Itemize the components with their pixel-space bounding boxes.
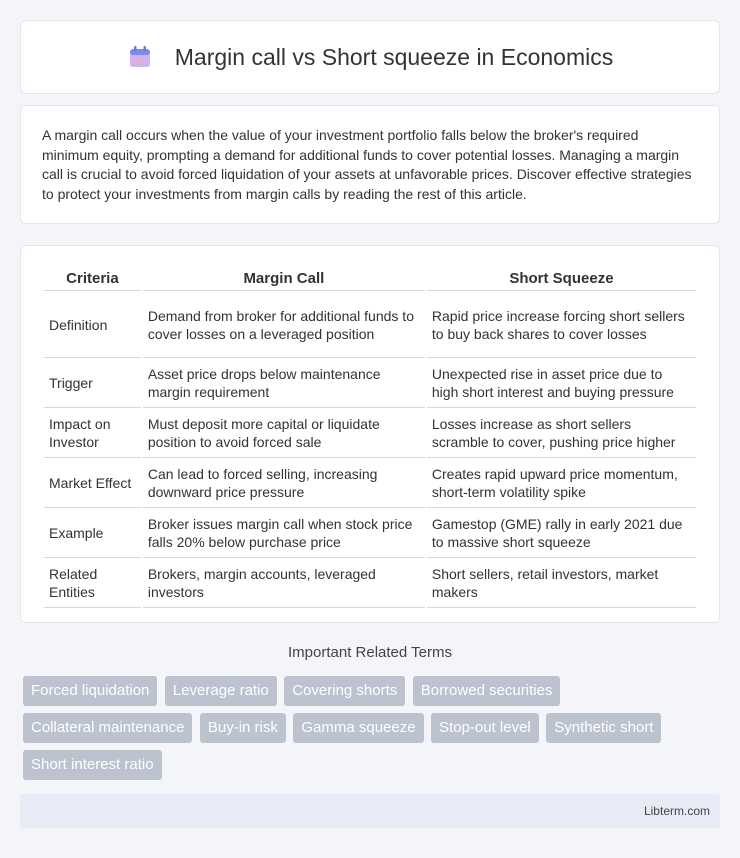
table-header-row [44, 266, 696, 291]
related-terms-list [23, 676, 723, 787]
cell-margin-call: Must deposit more capital or liquidate position to avoid forced sale [143, 408, 425, 458]
cell-margin-call: Demand from broker for additional funds to cover losses on a leveraged position [143, 291, 425, 358]
cell-short-squeeze: Creates rapid upward price momentum, short-term volatility spike [427, 458, 696, 508]
header-short-squeeze: Short Squeeze [427, 266, 696, 291]
page-title: Margin call vs Short squeeze in Economics [174, 43, 614, 70]
comparison-table [42, 266, 698, 608]
title-card [20, 20, 720, 94]
tag-synthetic-short[interactable]: Synthetic short [546, 713, 661, 743]
table-row [44, 358, 696, 408]
cell-margin-call: Asset price drops below maintenance margin requirement [143, 358, 425, 408]
table-row [44, 508, 696, 558]
tag-covering-shorts[interactable]: Covering shorts [284, 676, 405, 706]
tag-buy-in-risk[interactable]: Buy-in risk [200, 713, 286, 743]
comparison-card [20, 245, 720, 623]
cell-margin-call: Broker issues margin call when stock price falls 20% below purchase price [143, 508, 425, 558]
tag-borrowed-securities[interactable]: Borrowed securities [413, 676, 561, 706]
table-row [44, 408, 696, 458]
tag-leverage-ratio[interactable]: Leverage ratio [165, 676, 277, 706]
cell-criteria: Example [44, 508, 141, 558]
footer-link[interactable]: Libterm.com [643, 804, 710, 818]
tag-short-interest-ratio[interactable]: Short interest ratio [23, 750, 162, 780]
calendar-icon [127, 44, 153, 70]
cell-short-squeeze: Unexpected rise in asset price due to high short interest and buying pressure [427, 358, 696, 408]
table-row [44, 291, 696, 358]
footer [20, 794, 720, 828]
cell-short-squeeze: Gamestop (GME) rally in early 2021 due to massive short squeeze [427, 508, 696, 558]
cell-criteria: Impact on Investor [44, 408, 141, 458]
header-margin-call: Margin Call [143, 266, 425, 291]
cell-criteria: Trigger [44, 358, 141, 408]
tag-gamma-squeeze[interactable]: Gamma squeeze [293, 713, 423, 743]
cell-short-squeeze: Losses increase as short sellers scramble to cover, pushing price higher [427, 408, 696, 458]
cell-short-squeeze: Rapid price increase forcing short sellers to buy back shares to cover losses [427, 291, 696, 358]
cell-criteria: Market Effect [44, 458, 141, 508]
cell-margin-call: Brokers, margin accounts, leveraged investors [143, 558, 425, 608]
intro-text: A margin call occurs when the value of your investment portfolio falls below the broker's required minimum equity, prompting a demand for additional funds to cover potential losses. Managing a margin call is crucial to avoid forced liquidation of your assets at unfavorable prices. Discover effective strategies to protect your investments from margin calls by reading the rest of this article. [42, 127, 692, 202]
tag-stop-out-level[interactable]: Stop-out level [431, 713, 539, 743]
tag-forced-liquidation[interactable]: Forced liquidation [23, 676, 157, 706]
related-terms-title: Important Related Terms [288, 644, 452, 661]
header-criteria: Criteria [44, 266, 141, 291]
cell-criteria: Related Entities [44, 558, 141, 608]
cell-short-squeeze: Short sellers, retail investors, market makers [427, 558, 696, 608]
table-row [44, 558, 696, 608]
cell-criteria: Definition [44, 291, 141, 358]
table-row [44, 458, 696, 508]
intro-card [20, 105, 720, 224]
tag-collateral-maintenance[interactable]: Collateral maintenance [23, 713, 192, 743]
cell-margin-call: Can lead to forced selling, increasing downward price pressure [143, 458, 425, 508]
